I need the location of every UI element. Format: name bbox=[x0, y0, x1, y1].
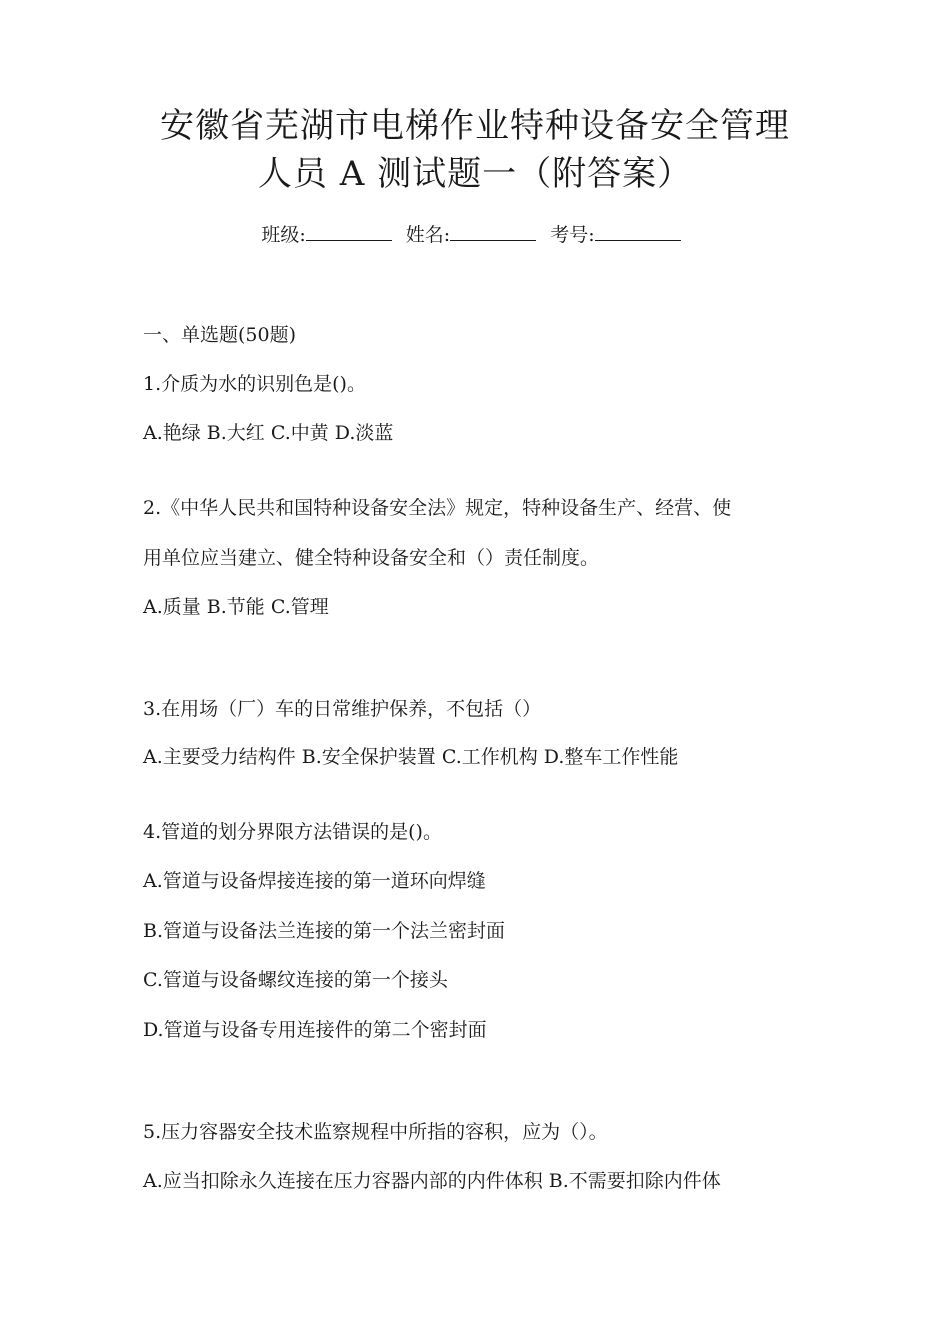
name-blank[interactable] bbox=[450, 222, 536, 241]
question-2-options: A.质量 B.节能 C.管理 bbox=[143, 596, 329, 618]
section-heading: 一、单选题(50题) bbox=[143, 324, 297, 346]
question-4-option-b: B.管道与设备法兰连接的第一个法兰密封面 bbox=[143, 920, 506, 942]
class-label: 班级: bbox=[261, 224, 306, 246]
question-5-stem: 5.压力容器安全技术监察规程中所指的容积，应为（）。 bbox=[143, 1121, 608, 1143]
number-blank[interactable] bbox=[595, 222, 681, 241]
question-1-stem: 1.介质为水的识别色是()。 bbox=[143, 373, 366, 395]
question-4-stem: 4.管道的划分界限方法错误的是()。 bbox=[143, 821, 442, 843]
question-4-option-a: A.管道与设备焊接连接的第一道环向焊缝 bbox=[143, 870, 486, 892]
question-5-options: A.应当扣除永久连接在压力容器内部的内件体积 B.不需要扣除内件体 bbox=[143, 1170, 721, 1192]
question-2-stem-line-1: 2.《中华人民共和国特种设备安全法》规定，特种设备生产、经营、使 bbox=[143, 497, 732, 519]
question-1-options: A.艳绿 B.大红 C.中黄 D.淡蓝 bbox=[143, 422, 394, 444]
exam-title-line-1: 安徽省芜湖市电梯作业特种设备安全管理 bbox=[160, 106, 790, 146]
question-2-stem-line-2: 用单位应当建立、健全特种设备安全和（）责任制度。 bbox=[143, 547, 600, 569]
class-blank[interactable] bbox=[306, 222, 392, 241]
number-label: 考号: bbox=[550, 224, 595, 246]
exam-title-line-2: 人员 A 测试题一（附答案） bbox=[257, 154, 693, 194]
question-4-option-c: C.管道与设备螺纹连接的第一个接头 bbox=[143, 969, 448, 991]
name-label: 姓名: bbox=[405, 224, 451, 246]
question-3-stem: 3.在用场（厂）车的日常维护保养，不包括（） bbox=[143, 698, 542, 720]
question-3-options: A.主要受力结构件 B.安全保护装置 C.工作机构 D.整车工作性能 bbox=[143, 746, 679, 768]
question-4-option-d: D.管道与设备专用连接件的第二个密封面 bbox=[143, 1019, 487, 1041]
student-info-row bbox=[0, 222, 950, 248]
